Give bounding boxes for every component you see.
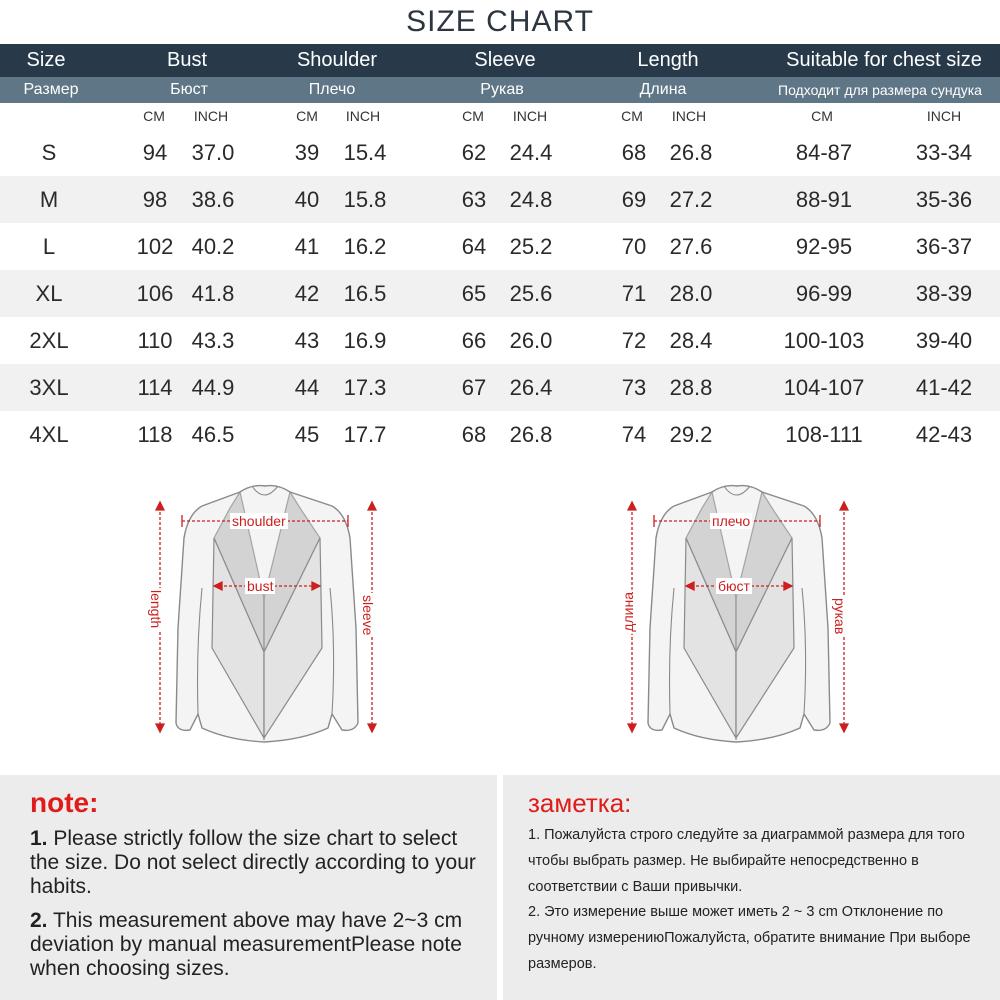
header-size-ru: Размер [23,81,79,98]
cell-length-inch: 29.2 [669,422,713,447]
cell-sleeve-cm: 68 [461,422,487,447]
cell-shoulder-cm: 39 [294,140,320,165]
table-row [0,176,1000,223]
note-number: 1. [528,827,541,843]
cell-length-inch: 28.4 [669,328,713,353]
unit-label: CM [143,108,165,124]
cell-size: M [39,187,59,212]
note-number: 1. [30,827,48,850]
cell-chest-inch: 36-37 [915,234,973,259]
note-number: 2. [528,904,541,920]
unit-label: INCH [193,108,229,124]
header-length: Length [637,49,699,71]
diagram-label-sleeve: sleeve [360,595,376,636]
cell-chest-inch: 42-43 [915,422,973,447]
cell-chest-cm: 108-111 [785,422,863,447]
header-shoulder: Shoulder [296,49,378,71]
cell-sleeve-cm: 66 [461,328,487,353]
header-bust-ru: Бюст [170,81,208,98]
table-row [0,270,1000,317]
cell-sleeve-inch: 25.2 [509,234,553,259]
cell-length-inch: 28.0 [669,281,713,306]
cell-length-cm: 74 [621,422,647,447]
cell-length-inch: 26.8 [669,140,713,165]
cell-bust-inch: 40.2 [191,234,235,259]
cell-sleeve-cm: 63 [461,187,487,212]
cell-sleeve-cm: 64 [461,234,487,259]
garment-diagram-english [148,478,382,756]
cell-bust-cm: 98 [142,187,168,212]
diagram-label-bust: bust [247,578,274,594]
cell-shoulder-inch: 16.5 [343,281,387,306]
unit-label: INCH [926,108,962,124]
cell-length-cm: 71 [621,281,647,306]
note-text: Пожалуйста строго следуйте за диаграммой размера для того чтобы выбрать размер. Не выбирайте непосредственно в соответствии с Ваши привычки. [528,827,965,895]
cell-length-cm: 72 [621,328,647,353]
cell-length-cm: 73 [621,375,647,400]
cell-shoulder-inch: 17.3 [343,375,387,400]
cell-shoulder-cm: 45 [294,422,320,447]
cell-chest-cm: 88-91 [795,187,853,212]
cell-sleeve-cm: 65 [461,281,487,306]
diagram-label-shoulder: shoulder [232,513,286,529]
cell-bust-cm: 102 [136,234,174,259]
cell-sleeve-inch: 24.4 [509,140,553,165]
cell-bust-inch: 46.5 [191,422,235,447]
note-paragraph-2 [528,899,993,977]
cell-chest-cm: 96-99 [795,281,853,306]
note-text: This measurement above may have 2~3 cm deviation by manual measurementPlease note when choosing sizes. [30,909,463,980]
header-shoulder-ru: Плечо [308,81,356,98]
table-row [0,364,1000,411]
cell-chest-cm: 92-95 [795,234,853,259]
note-number: 2. [30,909,48,932]
cell-size: L [42,234,56,259]
unit-label: CM [811,108,833,124]
cell-length-inch: 27.6 [669,234,713,259]
cell-length-inch: 27.2 [669,187,713,212]
cell-length-cm: 68 [621,140,647,165]
cell-shoulder-inch: 17.7 [343,422,387,447]
diagram-label-bust: бюст [718,578,750,594]
note-panel-russian [503,775,1000,1000]
note-paragraph-2 [30,909,490,981]
cell-size: 3XL [29,375,69,400]
unit-label: INCH [512,108,548,124]
cell-sleeve-cm: 67 [461,375,487,400]
unit-label: CM [462,108,484,124]
cell-sleeve-cm: 62 [461,140,487,165]
header-sleeve-ru: Рукав [480,81,524,98]
cell-sleeve-inch: 26.8 [509,422,553,447]
cell-bust-inch: 43.3 [191,328,235,353]
cell-chest-cm: 84-87 [795,140,853,165]
cell-shoulder-cm: 44 [294,375,320,400]
header-chest-size-ru: Подходит для размера сундука [778,82,982,98]
cell-length-cm: 69 [621,187,647,212]
cell-size: XL [35,281,63,306]
cell-length-cm: 70 [621,234,647,259]
cell-shoulder-cm: 40 [294,187,320,212]
header-length-ru: Длина [639,81,687,98]
note-panel-english [0,775,497,1000]
cell-sleeve-inch: 26.0 [509,328,553,353]
cell-bust-cm: 94 [142,140,168,165]
unit-label: INCH [345,108,381,124]
cell-size: 2XL [29,328,69,353]
cell-chest-inch: 35-36 [915,187,973,212]
cell-shoulder-cm: 41 [294,234,320,259]
unit-label: CM [621,108,643,124]
table-row [0,411,1000,458]
header-size: Size [26,49,66,71]
table-row [0,223,1000,270]
diagram-label-length: длина [620,592,636,632]
cell-bust-inch: 37.0 [191,140,235,165]
cell-bust-cm: 106 [136,281,174,306]
note-title: заметка: [528,788,632,818]
cell-bust-cm: 118 [137,422,173,447]
cell-bust-cm: 110 [137,328,173,353]
cell-shoulder-inch: 16.2 [343,234,387,259]
cell-shoulder-cm: 42 [294,281,320,306]
cell-length-inch: 28.8 [669,375,713,400]
cell-shoulder-inch: 15.4 [343,140,387,165]
cell-bust-inch: 44.9 [191,375,235,400]
cell-chest-cm: 100-103 [783,328,865,353]
note-paragraph-1 [528,822,993,900]
cell-shoulder-inch: 16.9 [343,328,387,353]
diagram-label-length: length [148,590,164,629]
diagram-label-shoulder: плечо [712,513,751,529]
note-title: note: [30,787,99,818]
cell-sleeve-inch: 26.4 [509,375,553,400]
unit-label: INCH [671,108,707,124]
table-row [0,317,1000,364]
cell-chest-cm: 104-107 [783,375,865,400]
cell-shoulder-inch: 15.8 [343,187,387,212]
page-title: SIZE CHART [406,5,594,38]
unit-label: CM [296,108,318,124]
diagram-label-sleeve: рукав [832,598,848,635]
note-paragraph-1 [30,827,490,899]
cell-bust-cm: 114 [137,375,173,400]
cell-sleeve-inch: 25.6 [509,281,553,306]
cell-size: S [41,140,57,165]
header-chest-size: Suitable for chest size [786,49,982,71]
cell-bust-inch: 38.6 [191,187,235,212]
cell-chest-inch: 39-40 [915,328,973,353]
note-text: Это измерение выше может иметь 2 ~ 3 cm Отклонение по ручному измерениюПожалуйста, обратите внимание При выборе размеров. [528,904,971,972]
garment-diagram-russian [620,478,854,756]
note-text: Please strictly follow the size chart to select the size. Do not select directly according to your habits. [30,827,476,898]
table-row [0,129,1000,176]
cell-chest-inch: 38-39 [915,281,973,306]
header-bust: Bust [166,49,208,71]
cell-bust-inch: 41.8 [191,281,235,306]
header-row-russian [0,77,1000,103]
cell-shoulder-cm: 43 [294,328,320,353]
cell-chest-inch: 41-42 [915,375,973,400]
cell-chest-inch: 33-34 [915,140,973,165]
cell-sleeve-inch: 24.8 [509,187,553,212]
cell-size: 4XL [29,422,69,447]
header-row-english [0,44,1000,77]
header-sleeve: Sleeve [474,49,536,71]
units-row [0,103,1000,129]
